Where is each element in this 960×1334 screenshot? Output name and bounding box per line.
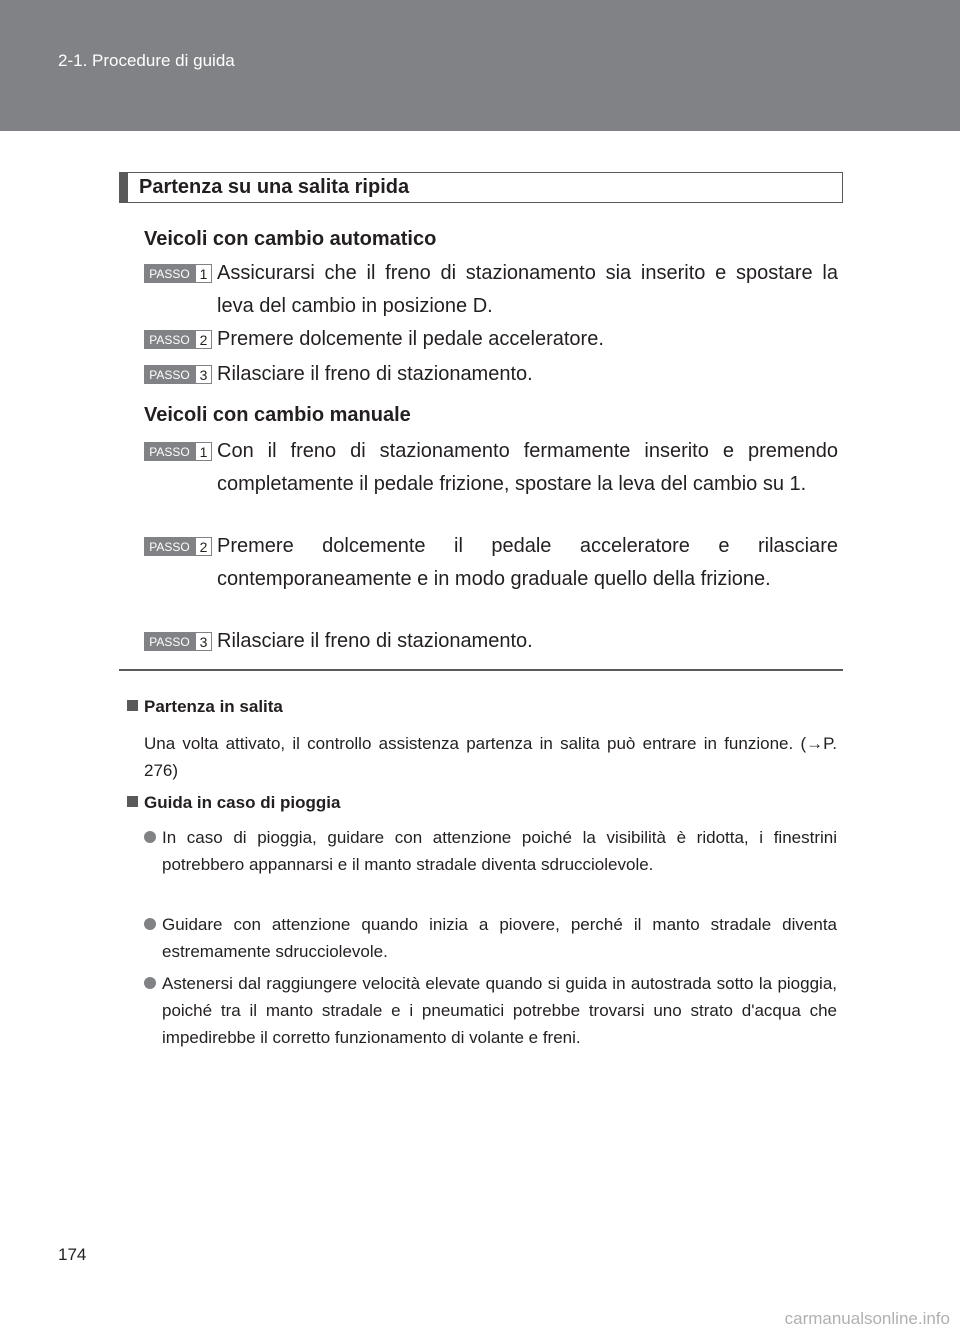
circle-bullet-icon — [144, 831, 156, 843]
section-title: Partenza su una salita ripida — [139, 176, 410, 198]
note-heading-uphill — [127, 697, 283, 717]
step-text: Assicurarsi che il freno di stazionamento sia inserito e spostare la leva del cambio in posizione D. — [217, 262, 838, 317]
section-title-box — [119, 172, 843, 203]
watermark: carmanualsonline.info — [784, 1309, 950, 1328]
step-badge-number: 3 — [195, 632, 212, 651]
step-text: Rilasciare il freno di stazionamento. — [217, 630, 533, 652]
note-text-uphill: Una volta attivato, il controllo assistenza partenza in salita può entrare in funzione. (→P. 276) — [144, 734, 837, 780]
note-heading-text: Guida in caso di pioggia — [144, 793, 341, 812]
manual-step-3 — [144, 625, 838, 658]
step-badge-label: PASSO — [144, 442, 195, 461]
step-badge-label: PASSO — [144, 264, 195, 283]
step-badge-number: 2 — [195, 537, 212, 556]
square-bullet-icon — [127, 796, 138, 807]
page-header — [0, 0, 960, 131]
circle-bullet-icon — [144, 977, 156, 989]
circle-bullet-icon — [144, 918, 156, 930]
automatic-step-3 — [144, 358, 838, 391]
step-badge — [144, 442, 212, 461]
step-text: Rilasciare il freno di stazionamento. — [217, 363, 533, 385]
section-divider — [119, 669, 843, 671]
chapter-title: 2-1. Procedure di guida — [58, 51, 235, 70]
bullet-text: Guidare con attenzione quando inizia a piovere, perché il manto stradale diventa estremamente sdrucciolevole. — [162, 915, 837, 961]
step-badge — [144, 264, 212, 283]
step-badge-number: 3 — [195, 365, 212, 384]
step-text: Premere dolcemente il pedale acceleratore. — [217, 328, 604, 350]
step-badge-label: PASSO — [144, 632, 195, 651]
step-badge-label: PASSO — [144, 330, 195, 349]
step-text: Premere dolcemente il pedale acceleratore e rilasciare contemporaneamente e in modo graduale quello della frizione. — [217, 535, 838, 590]
manual-heading: Veicoli con cambio manuale — [144, 404, 411, 426]
step-badge — [144, 330, 212, 349]
square-bullet-icon — [127, 700, 138, 711]
automatic-step-1 — [144, 257, 838, 323]
manual-step-1 — [144, 435, 838, 534]
step-badge-number: 1 — [195, 264, 212, 283]
automatic-step-2 — [144, 323, 838, 356]
bullet-text: Astenersi dal raggiungere velocità elevate quando si guida in autostrada sotto la pioggia, poiché tra il manto stradale e i pneumatici potrebbe trovarsi uno strato d'acqua che impedirebbe il corretto funzionamento di volante e freni. — [162, 974, 837, 1047]
manual-step-2 — [144, 530, 838, 629]
step-badge — [144, 537, 212, 556]
note-heading-text: Partenza in salita — [144, 697, 283, 716]
step-badge — [144, 365, 212, 384]
page-number: 174 — [58, 1245, 87, 1264]
step-badge-number: 1 — [195, 442, 212, 461]
step-badge-label: PASSO — [144, 365, 195, 384]
section-title-bar — [120, 173, 128, 202]
step-badge-number: 2 — [195, 330, 212, 349]
step-text: Con il freno di stazionamento fermamente inserito e premendo completamente il pedale frizione, spostare la leva del cambio su 1. — [217, 440, 838, 495]
automatic-heading: Veicoli con cambio automatico — [144, 228, 437, 250]
note-heading-rain — [127, 793, 340, 813]
step-badge-label: PASSO — [144, 537, 195, 556]
bullet-text: In caso di pioggia, guidare con attenzione poiché la visibilità è ridotta, i finestrini potrebbero appannarsi e il manto stradale diventa sdrucciolevole. — [162, 828, 837, 874]
step-badge — [144, 632, 212, 651]
